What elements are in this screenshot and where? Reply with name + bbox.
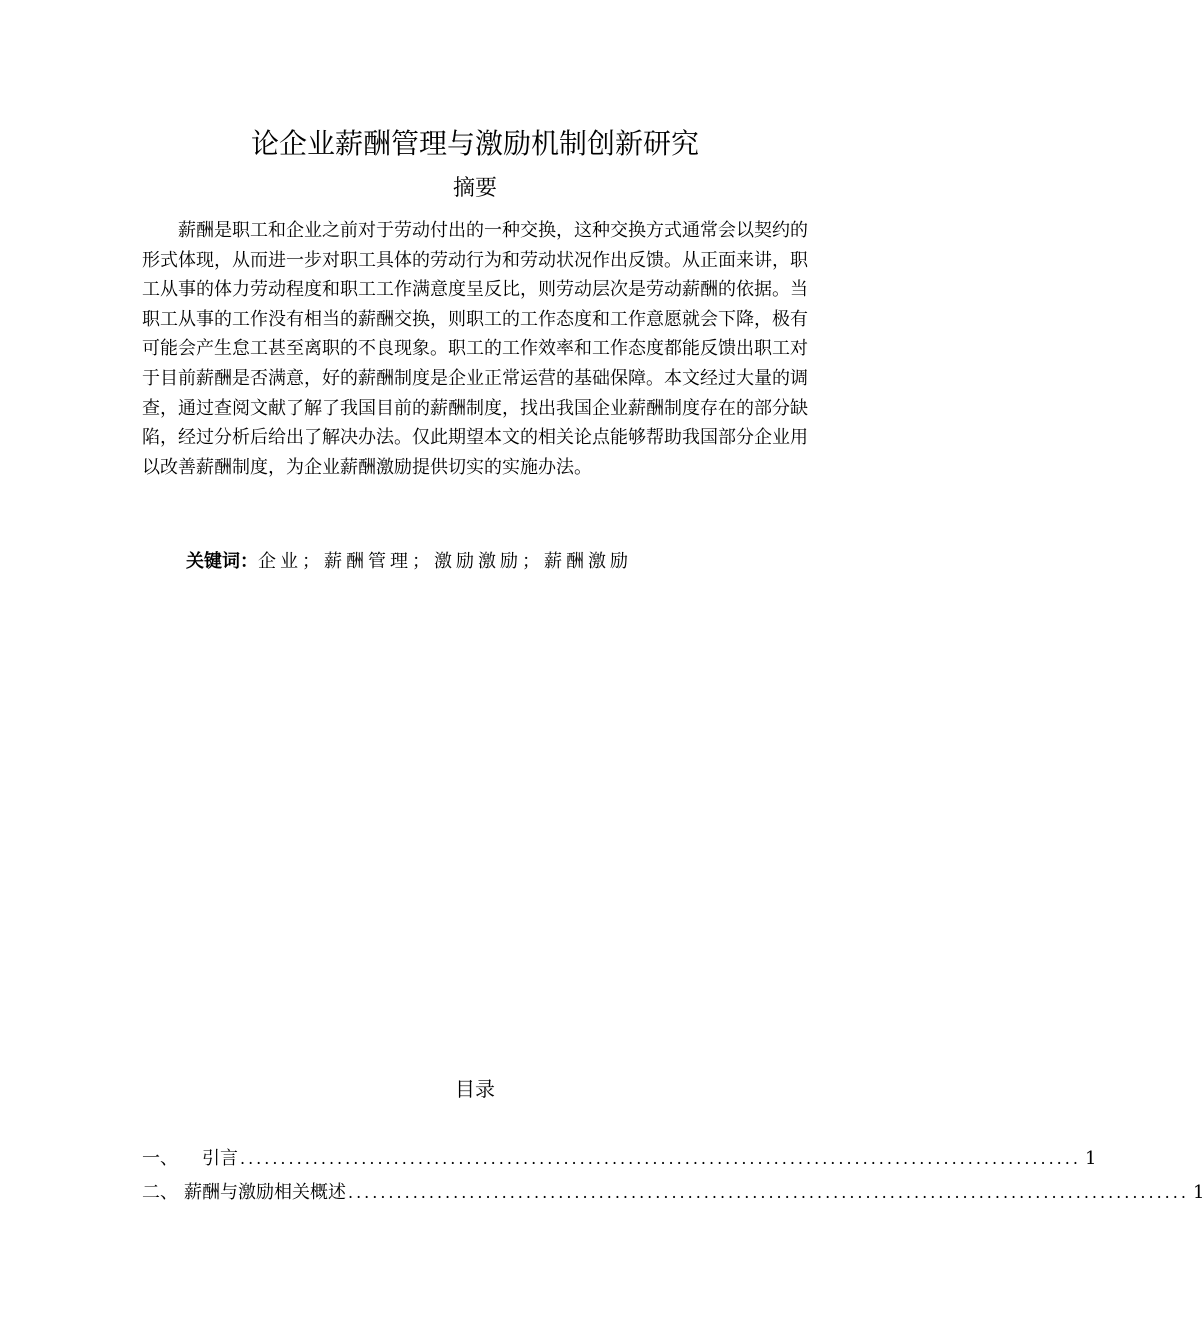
toc-entry[interactable] — [142, 1178, 1204, 1212]
toc-entry-label: 薪酬与激励相关概述 — [184, 1182, 346, 1203]
toc-entry-page: 1 — [1192, 1182, 1204, 1203]
toc-leader-dots: ........................................................................................................ — [348, 1183, 1189, 1202]
toc-heading: 目录 — [455, 1077, 495, 1101]
toc-entry-number: 二、 — [142, 1182, 178, 1203]
toc-leader-dots: ........................................................................................................ — [240, 1149, 1081, 1168]
toc-list — [142, 1144, 1204, 1212]
toc-entry-page: 1 — [1084, 1148, 1097, 1169]
keywords-line — [186, 548, 808, 576]
keywords-label: 关键词： — [186, 551, 258, 572]
keywords-value: 企业；薪酬管理；激励激励；薪酬激励 — [258, 551, 632, 572]
abstract-heading: 摘要 — [452, 176, 497, 201]
toc-entry-label: 引言 — [202, 1148, 238, 1169]
abstract-body: 薪酬是职工和企业之前对于劳动付出的一种交换，这种交换方式通常会以契约的形式体现，从而进一步对职工具体的劳动行为和劳动状况作出反馈。从正面来讲，职工从事的体力劳动程度和职工工作满意度呈反比，则劳动层次是劳动薪酬的依据。当职工从事的工作没有相当的薪酬交换，则职工的工作态度和工作意愿就会下降，极有可能会产生怠工甚至离职的不良现象。职工的工作效率和工作态度都能反馈出职工对于目前薪酬是否满意，好的薪酬制度是企业正常运营的基础保障。本文经过大量的调查，通过查阅文献了解了我国目前的薪酬制度，找出我国企业薪酬制度存在的部分缺陷，经过分析后给出了解决办法。仅此期望本文的相关论点能够帮助我国部分企业用以改善薪酬制度，为企业薪酬激励提供切实的实施办法。 — [142, 220, 808, 478]
toc-entry[interactable] — [142, 1144, 1097, 1178]
toc-entry-number: 一、 — [142, 1148, 178, 1169]
document-title: 论企业薪酬管理与激励机制创新研究 — [250, 127, 699, 160]
